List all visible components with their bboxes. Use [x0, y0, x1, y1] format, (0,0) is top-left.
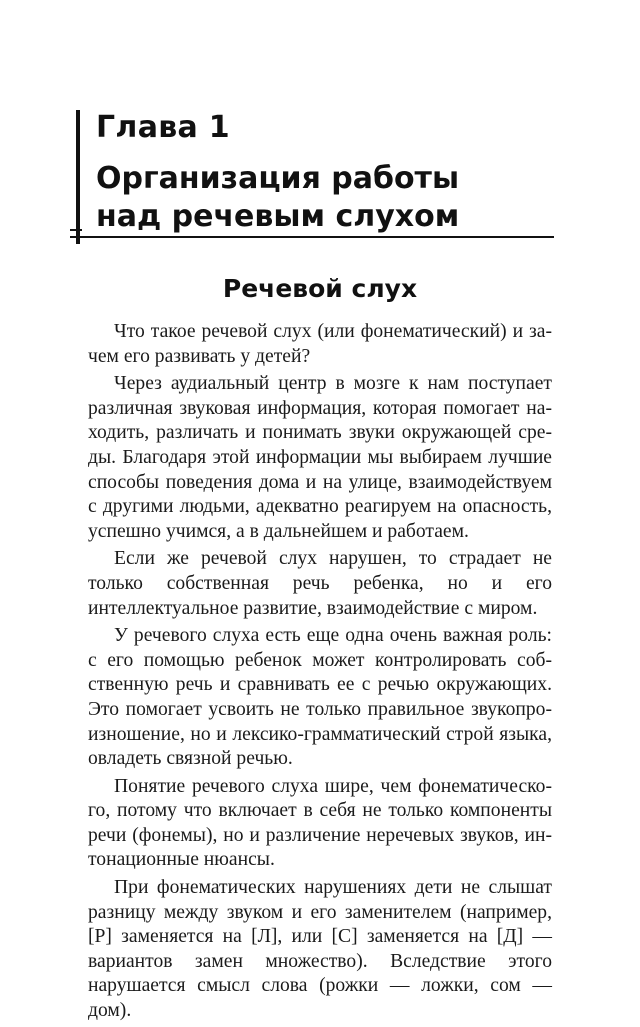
chapter-title-line: Организация работы: [96, 161, 460, 196]
paragraph: Понятие речевого слуха шире, чем фонематического, потому что включает в себя не только компоненты речи (фонемы), но и различение неречевых звуков, интонационные нюансы.: [88, 775, 552, 871]
chapter-label: Глава 1: [96, 110, 230, 145]
chapter-title: [96, 160, 536, 236]
paragraph: Через аудиальный центр в мозге к нам поступает различная звуковая информация, которая помогает находить, различать и понимать звуки окружающей среды. Благодаря этой информации мы выбираем лучшие способы поведения дома и на улице, взаимодействуем с другими людьми, адекватно реагируем на опасность, успешно учимся, а в дальнейшем и работаем.: [88, 373, 552, 542]
paragraph: У речевого слуха есть еще одна очень важная роль: с его помощью ребенок может контролировать собственную речь и сравнивать ее с речью окружающих. Это помогает усвоить не только правильное звукопроизношение, но и лексико-грамматический строй языка, овладеть связной речью.: [88, 625, 552, 770]
chapter-title-line: над речевым слухом: [96, 199, 460, 234]
paragraph: Что такое речевой слух (или фонематический) и зачем его развивать у детей?: [88, 321, 552, 367]
chapter-vertical-rule: [76, 110, 80, 244]
chapter-horizontal-rule: [70, 236, 554, 238]
chapter-rule-tick: [70, 229, 82, 231]
paragraph: Если же речевой слух нарушен, то страдает не только собственная речь ребенка, но и его интеллектуальное развитие, взаимодействие с миром.: [88, 548, 552, 619]
body-text: [88, 320, 552, 1027]
section-heading: Речевой слух: [222, 274, 418, 303]
paragraph: При фонематических нарушениях дети не слышат разницу между звуком и его заменителем (например, [Р] заменяется на [Л], или [С] заменяется на [Д] — вариантов замен множество). Вследствие этого нарушается смысл слова (рожки — ложки, сом — дом).: [88, 877, 552, 1022]
